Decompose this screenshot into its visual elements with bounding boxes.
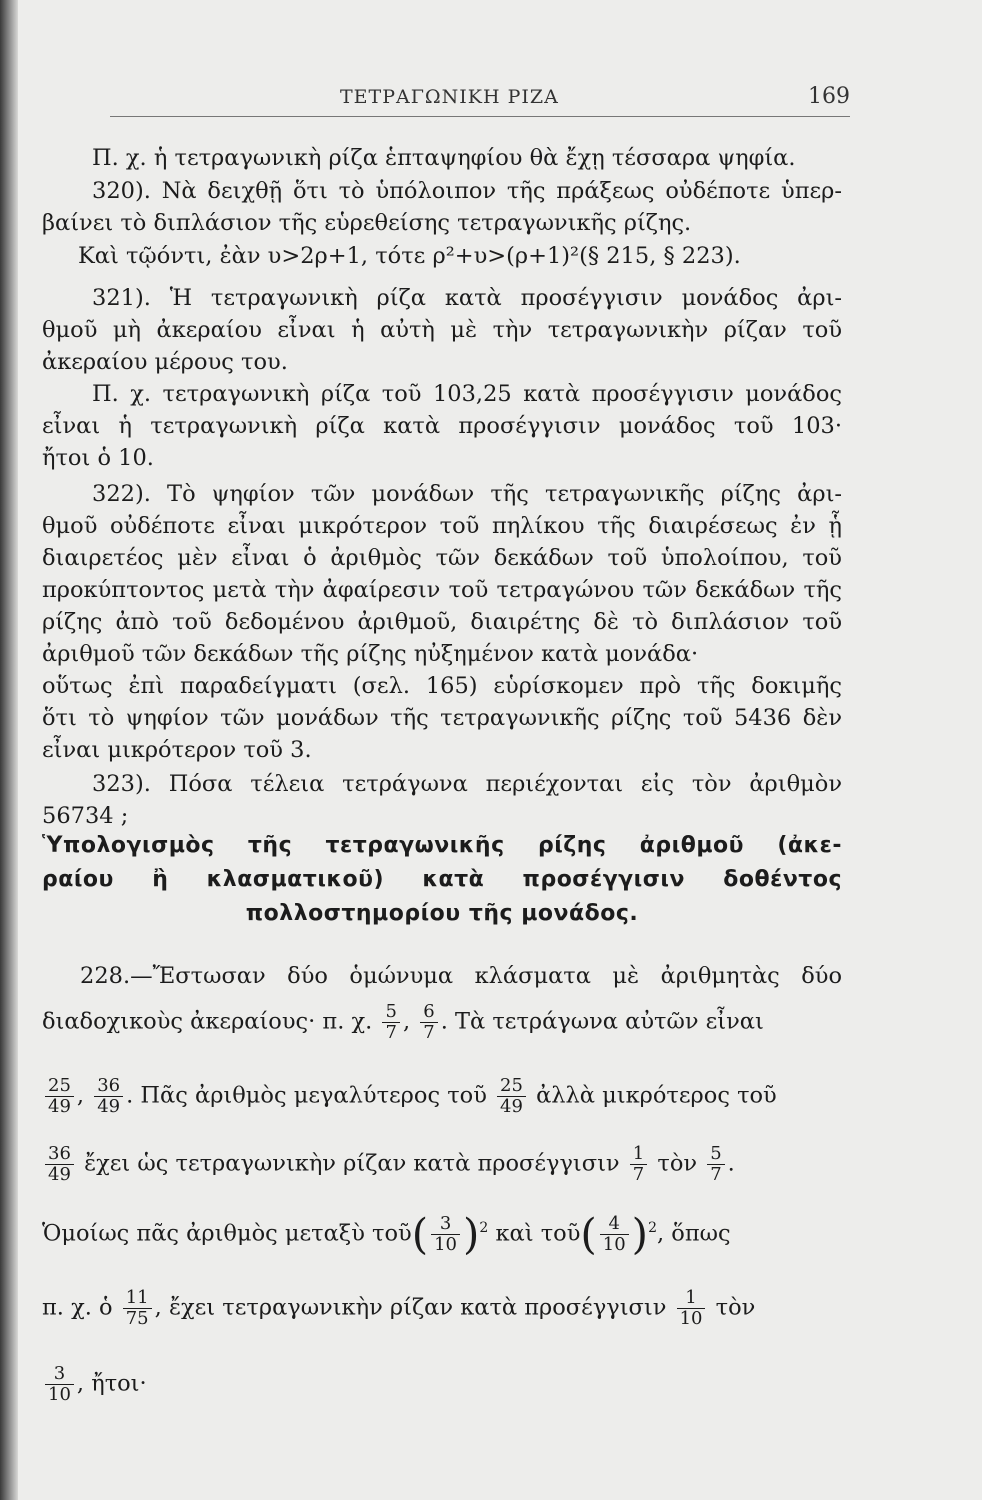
fraction-4-10: $\frac{4}{10}$ <box>600 1214 629 1255</box>
running-header <box>110 86 850 117</box>
math-line: Ὁμοίως πᾶς ἀριθμὸς μεταξὺ τοῦ( $\frac{3}{10}$ )$^2$ καὶ τοῦ( $\frac{4}{10}$ )$^2$, ὅπως <box>42 1209 731 1259</box>
fraction-11-75: $\frac{11}{75}$ <box>123 1288 152 1329</box>
text-line: εἶναι μικρότερον τοῦ 3. <box>42 737 312 763</box>
text-line: 323). Πόσα τέλεια τετράγωνα περιέχονται εἰς τὸν ἀριθμὸν <box>92 771 842 797</box>
fraction-3-10: $\frac{3}{10}$ <box>431 1214 460 1255</box>
fraction-5-7: $\frac{5}{7}$ <box>382 1002 399 1043</box>
math-line: $\frac{25}{49}$ , $\frac{36}{49}$ . Πᾶς ἀριθμὸς μεγαλύτερος τοῦ $\frac{25}{49}$ ἀλλὰ μικρότερος τοῦ <box>42 1076 842 1117</box>
text-line: διαιρετέος μὲν εἶναι ὁ ἀριθμὸς τῶν δεκάδων τοῦ ὑπολοίπου, τοῦ <box>42 545 842 571</box>
text-line: ὅτι τὸ ψηφίον τῶν μονάδων τῆς τετραγωνικῆς ρίζης τοῦ 5436 δὲν <box>42 705 842 731</box>
fraction-1-7: $\frac{1}{7}$ <box>630 1144 647 1185</box>
math-line: $\frac{36}{49}$ ἔχει ὡς τετραγωνικὴν ρίζαν κατὰ προσέγγισιν $\frac{1}{7}$ τὸν $\frac{5}{7}$ . <box>42 1144 842 1185</box>
fraction-25-49: $\frac{25}{49}$ <box>497 1076 526 1117</box>
fraction-1-10: $\frac{1}{10}$ <box>677 1288 706 1329</box>
text-line: προκύπτοντος μετὰ τὴν ἀφαίρεσιν τοῦ τετραγώνου τῶν δεκάδων τῆς <box>42 577 842 603</box>
text-line: ἤτοι ὁ 10. <box>42 445 154 471</box>
section-heading-line: ραίου ἢ κλασματικοῦ) κατὰ προσέγγισιν δοθέντος <box>42 867 842 892</box>
text-line: ἀριθμοῦ τῶν δεκάδων τῆς ρίζης ηὐξημένον κατὰ μονάδα· <box>42 641 699 667</box>
text-line: Π. χ. ἡ τετραγωνικὴ ρίζα ἑπταψηφίου θὰ ἔχῃ τέσσαρα ψηφία. <box>92 145 796 171</box>
text-line: εἶναι ἡ τετραγωνικὴ ρίζα κατὰ προσέγγισιν μονάδος τοῦ 103· <box>42 413 842 439</box>
text-line: θμοῦ μὴ ἀκεραίου εἶναι ἡ αὐτὴ μὲ τὴν τετραγωνικὴν ρίζαν τοῦ <box>42 317 842 343</box>
text-line: βαίνει τὸ διπλάσιον τῆς εὑρεθείσης τετραγωνικῆς ρίζης. <box>42 210 692 236</box>
text-line: θμοῦ οὐδέποτε εἶναι μικρότερον τοῦ πηλίκου τῆς διαιρέσεως ἐν ᾗ <box>42 513 842 539</box>
fraction-25-49: $\frac{25}{49}$ <box>45 1076 74 1117</box>
fraction-6-7: $\frac{6}{7}$ <box>420 1002 437 1043</box>
section-heading-line: Ὑπολογισμὸς τῆς τετραγωνικῆς ρίζης ἀριθμοῦ (ἀκε- <box>42 833 842 858</box>
math-line: $\frac{3}{10}$ , ἤτοι· <box>42 1364 842 1405</box>
fraction-36-49: $\frac{36}{49}$ <box>45 1144 74 1185</box>
text-line: 56734 ; <box>42 803 129 829</box>
page-binding-edge <box>0 0 18 1500</box>
text-line: ἀκεραίου μέρους του. <box>42 349 288 375</box>
math-line: διαδοχικοὺς ἀκεραίους· π. χ. $\frac{5}{7}$ , $\frac{6}{7}$ . Τὰ τετράγωνα αὐτῶν εἶναι <box>42 1001 764 1043</box>
text-line: Καὶ τῷόντι, ἐὰν υ>2ρ+1, τότε ρ²+υ>(ρ+1)²(§ 215, § 223). <box>78 243 741 269</box>
section-heading-line: πολλοστημορίου τῆς μονάδος. <box>245 901 639 926</box>
text-line: 322). Τὸ ψηφίον τῶν μονάδων τῆς τετραγωνικῆς ρίζης ἀρι- <box>92 481 842 507</box>
fraction-3-10: $\frac{3}{10}$ <box>45 1364 74 1405</box>
fraction-5-7: $\frac{5}{7}$ <box>707 1144 724 1185</box>
page-number: 169 <box>808 84 850 109</box>
text-line: 321). Ἡ τετραγωνικὴ ρίζα κατὰ προσέγγισιν μονάδος ἀρι- <box>92 285 842 311</box>
text-line: οὕτως ἐπὶ παραδείγματι (σελ. 165) εὑρίσκομεν πρὸ τῆς δοκιμῆς <box>42 673 842 699</box>
math-line: π. χ. ὁ $\frac{11}{75}$ , ἔχει τετραγωνικὴν ρίζαν κατὰ προσέγγισιν $\frac{1}{10}$ τὸν <box>42 1287 756 1329</box>
running-title: ΤΕΤΡΑΓΩΝΙΚΗ ΡΙΖΑ <box>340 86 559 108</box>
text-line: ρίζης ἀπὸ τοῦ δεδομένου ἀριθμοῦ, διαιρέτης δὲ τὸ διπλάσιον τοῦ <box>42 609 842 635</box>
text-line: 228.—Ἔστωσαν δύο ὁμώνυμα κλάσματα μὲ ἀριθμητὰς δύο <box>80 963 842 989</box>
fraction-36-49: $\frac{36}{49}$ <box>94 1076 123 1117</box>
text-line: 320). Νὰ δειχθῇ ὅτι τὸ ὑπόλοιπον τῆς πράξεως οὐδέποτε ὑπερ- <box>92 178 842 204</box>
text-line: Π. χ. τετραγωνικὴ ρίζα τοῦ 103,25 κατὰ προσέγγισιν μονάδος <box>92 381 842 407</box>
